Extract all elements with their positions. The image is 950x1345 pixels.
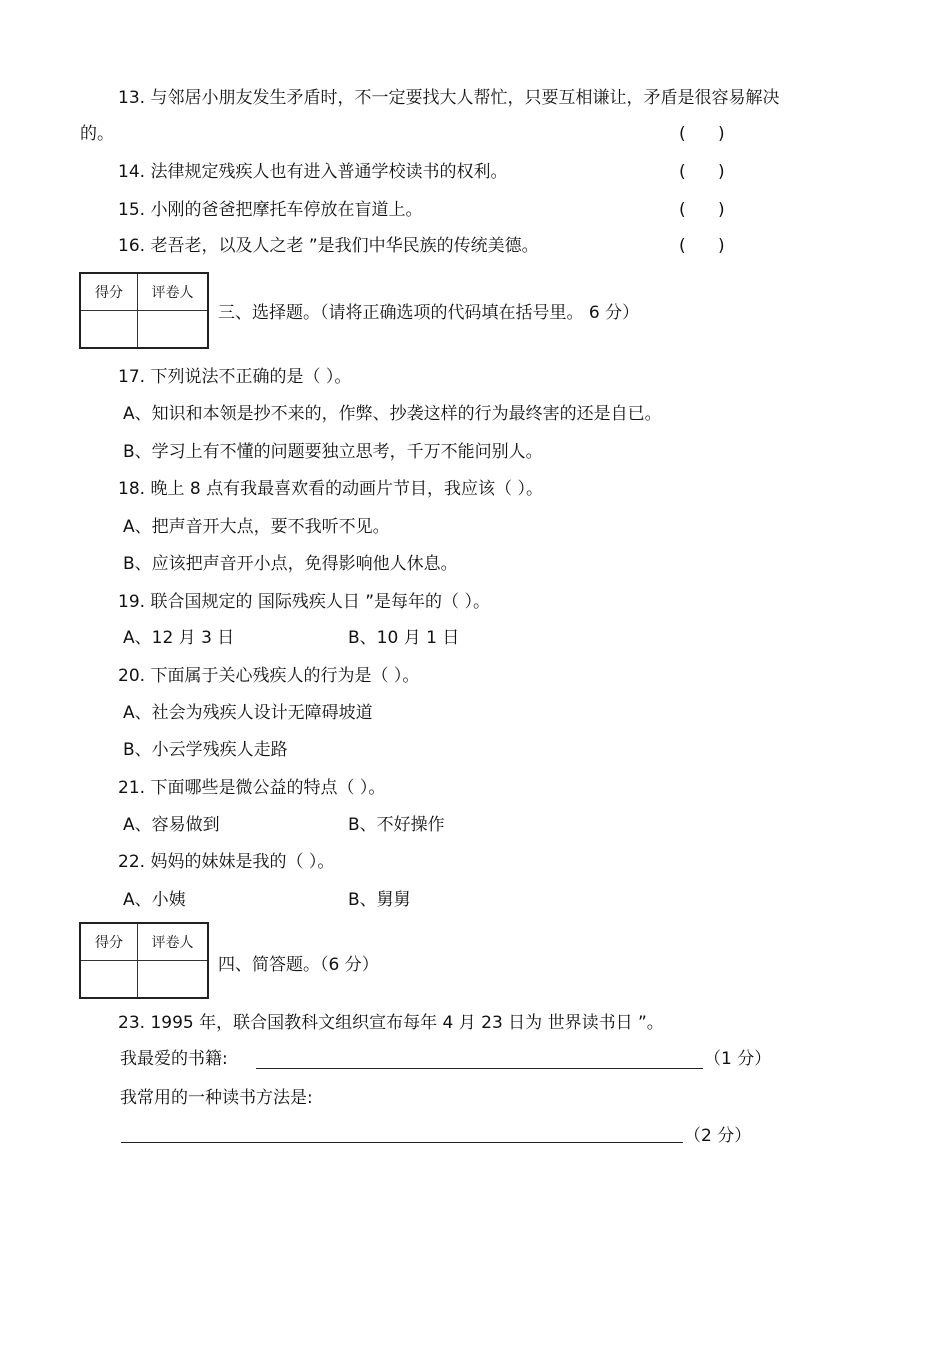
option-19a[interactable]: A、12 月 3 日 bbox=[123, 628, 235, 648]
score-cell[interactable] bbox=[80, 961, 138, 999]
answer-paren-13[interactable]: ( ) bbox=[679, 124, 725, 144]
option-19b[interactable]: B、10 月 1 日 bbox=[348, 628, 460, 648]
question-21: 21. 下面哪些是微公益的特点（ ）。 bbox=[118, 778, 386, 798]
grader-label: 评卷人 bbox=[138, 923, 209, 961]
question-17: 17. 下列说法不正确的是（ ）。 bbox=[118, 367, 352, 387]
option-17b[interactable]: B、学习上有不懂的问题要独立思考，千万不能问别人。 bbox=[123, 442, 543, 462]
favorite-book-blank[interactable] bbox=[256, 1067, 703, 1069]
grader-label: 评卷人 bbox=[138, 273, 209, 311]
question-15: 15. 小刚的爸爸把摩托车停放在盲道上。 bbox=[118, 200, 423, 220]
question-16: 16. 老吾老，以及人之老 ”是我们中华民族的传统美德。 bbox=[118, 236, 539, 256]
option-21a[interactable]: A、容易做到 bbox=[123, 815, 220, 835]
reading-method-blank[interactable] bbox=[121, 1141, 683, 1143]
option-18b[interactable]: B、应该把声音开小点，免得影响他人休息。 bbox=[123, 554, 458, 574]
section4-title: 四、简答题。（6 分） bbox=[218, 955, 379, 975]
question-23: 23. 1995 年，联合国教科文组织宣布每年 4 月 23 日为 世界读书日 ”。 bbox=[118, 1013, 664, 1033]
reading-method-points: （2 分） bbox=[684, 1126, 752, 1146]
answer-paren-16[interactable]: ( ) bbox=[679, 236, 725, 256]
option-17a[interactable]: A、知识和本领是抄不来的，作弊、抄袭这样的行为最终害的还是自已。 bbox=[123, 404, 662, 424]
grader-cell[interactable] bbox=[138, 311, 209, 349]
question-18: 18. 晚上 8 点有我最喜欢看的动画片节目，我应该（ ）。 bbox=[118, 479, 543, 499]
grader-cell[interactable] bbox=[138, 961, 209, 999]
question-13-line1: 13. 与邻居小朋友发生矛盾时，不一定要找大人帮忙，只要互相谦让，矛盾是很容易解决 bbox=[118, 88, 780, 108]
score-box-section3 bbox=[79, 272, 209, 349]
question-22: 22. 妈妈的妹妹是我的（ ）。 bbox=[118, 852, 335, 872]
option-22b[interactable]: B、舅舅 bbox=[348, 890, 411, 910]
score-cell[interactable] bbox=[80, 311, 138, 349]
answer-paren-15[interactable]: ( ) bbox=[679, 200, 725, 220]
option-22a[interactable]: A、小姨 bbox=[123, 890, 186, 910]
option-18a[interactable]: A、把声音开大点，要不我听不见。 bbox=[123, 517, 390, 537]
score-label: 得分 bbox=[80, 273, 138, 311]
reading-method-label: 我常用的一种读书方法是: bbox=[120, 1088, 313, 1108]
score-label: 得分 bbox=[80, 923, 138, 961]
option-20b[interactable]: B、小云学残疾人走路 bbox=[123, 740, 288, 760]
option-20a[interactable]: A、社会为残疾人设计无障碍坡道 bbox=[123, 703, 373, 723]
favorite-book-label: 我最爱的书籍: bbox=[120, 1049, 228, 1069]
option-21b[interactable]: B、不好操作 bbox=[348, 815, 445, 835]
question-14: 14. 法律规定残疾人也有进入普通学校读书的权利。 bbox=[118, 162, 508, 182]
section3-title: 三、选择题。（请将正确选项的代码填在括号里。 6 分） bbox=[218, 303, 640, 323]
question-13-line2: 的。 bbox=[80, 124, 114, 144]
question-19: 19. 联合国规定的 国际残疾人日 ”是每年的（ ）。 bbox=[118, 592, 490, 612]
answer-paren-14[interactable]: ( ) bbox=[679, 162, 725, 182]
favorite-book-points: （1 分） bbox=[704, 1049, 772, 1069]
question-20: 20. 下面属于关心残疾人的行为是（ ）。 bbox=[118, 666, 420, 686]
score-box-section4 bbox=[79, 922, 209, 999]
